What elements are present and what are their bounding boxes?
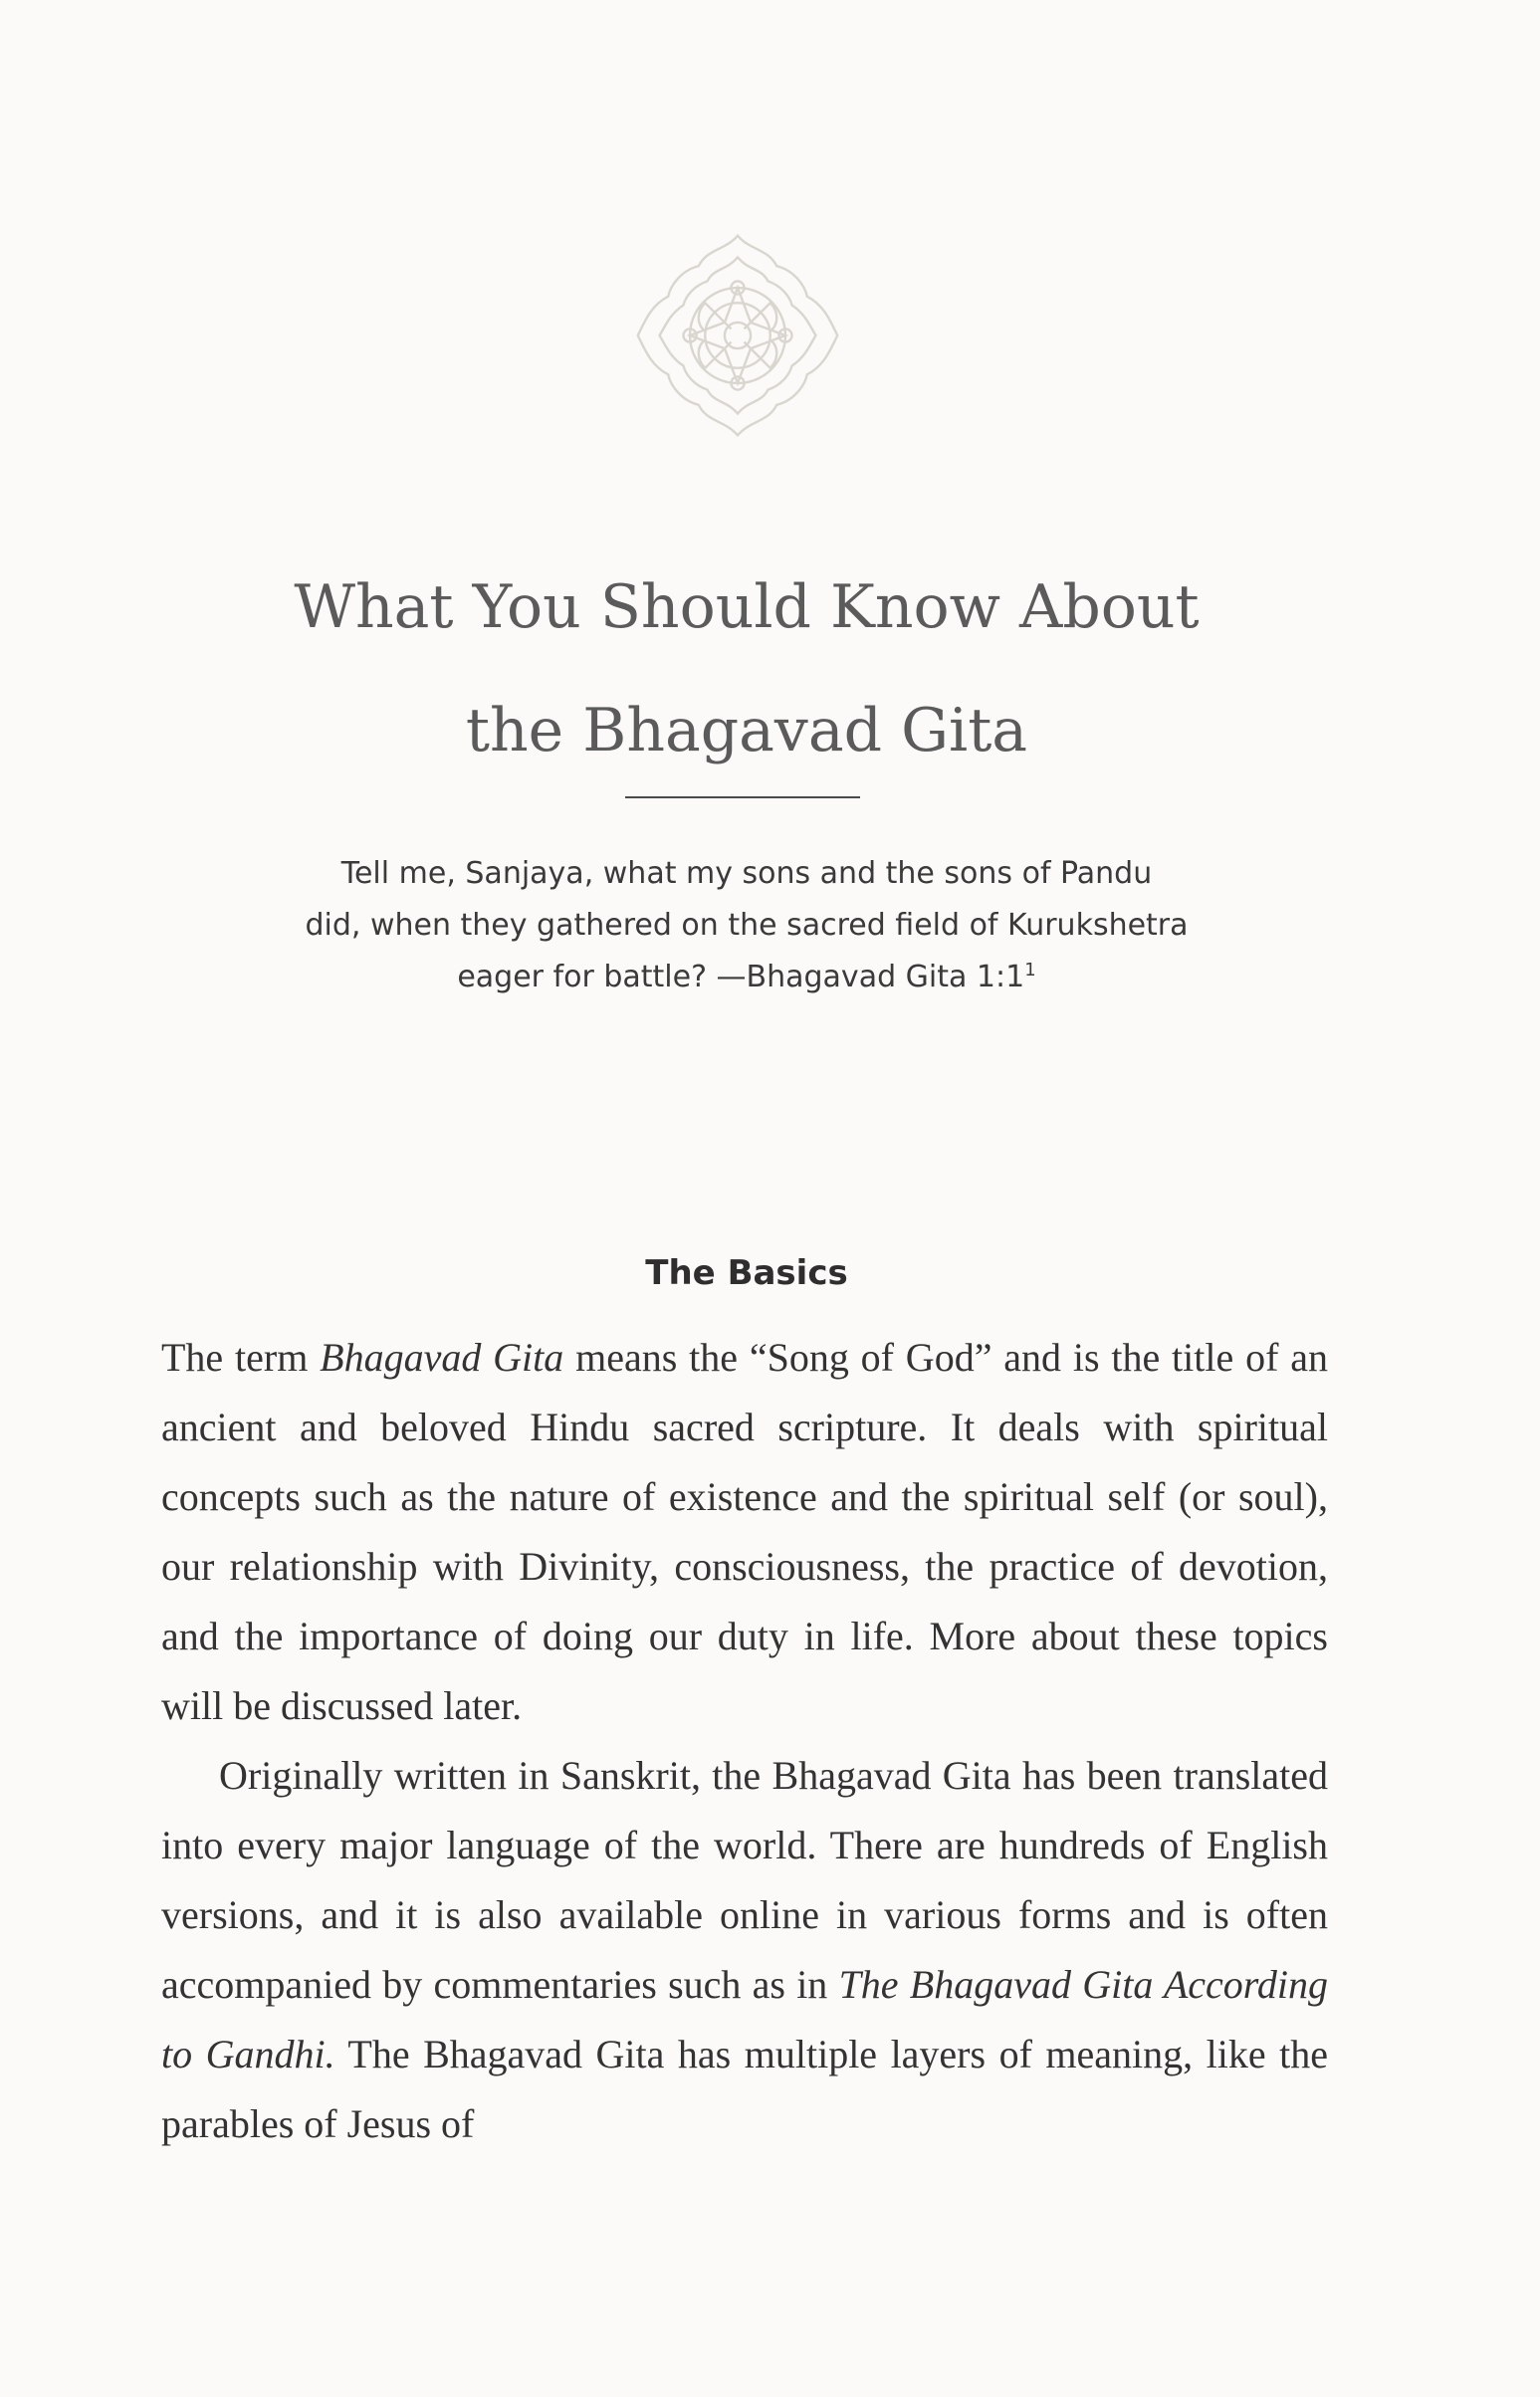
paragraph-1-text-a: The term: [161, 1335, 321, 1380]
section-heading: The Basics: [645, 1253, 848, 1293]
paragraph-1-text-b: means the “Song of God” and is the title of an ancient and beloved Hindu sacred scripture. It deals with spiritual concepts such as the nature of existence and the spiritual self (or soul), our relationship with Divinity, consciousness, the practice of devotion, and the importance of doing our duty in life. More about these topics will be discussed later.: [161, 1335, 1328, 1728]
epigraph-line-1: Tell me, Sanjaya, what my sons and the sons of Pandu: [340, 856, 1153, 891]
paragraph-2-text-a: Originally written in Sanskrit, the Bhagavad Gita has been translated into every major language of the world. There are hundreds of English versions, and it is also available online in various forms and is often accompanied by commentaries such as in: [161, 1753, 1328, 2007]
footnote-marker[interactable]: 1: [1024, 960, 1036, 981]
chapter-title: [149, 545, 1344, 792]
chapter-title-line-2: the Bhagavad Gita: [465, 696, 1028, 765]
epigraph-line-2: did, when they gathered on the sacred field of Kurukshetra: [305, 908, 1189, 943]
chapter-title-line-1: What You Should Know About: [294, 572, 1200, 642]
epigraph: [249, 848, 1244, 1003]
paragraph-2-italic-title: The Bhagavad Gita According to Gandhi.: [161, 1962, 1329, 2076]
paragraph-1-italic-term: Bhagavad Gita: [320, 1335, 564, 1380]
paragraph-1: [161, 1323, 1328, 1741]
title-divider: [625, 796, 860, 798]
epigraph-line-3: eager for battle? —Bhagavad Gita 1:1: [457, 960, 1025, 994]
paragraph-2: [161, 1741, 1328, 2159]
paragraph-2-text-b: The Bhagavad Gita has multiple layers of meaning, like the parables of Jesus of: [161, 2032, 1328, 2146]
body-text: [161, 1323, 1328, 2159]
mandala-ornament-icon: [629, 227, 846, 444]
